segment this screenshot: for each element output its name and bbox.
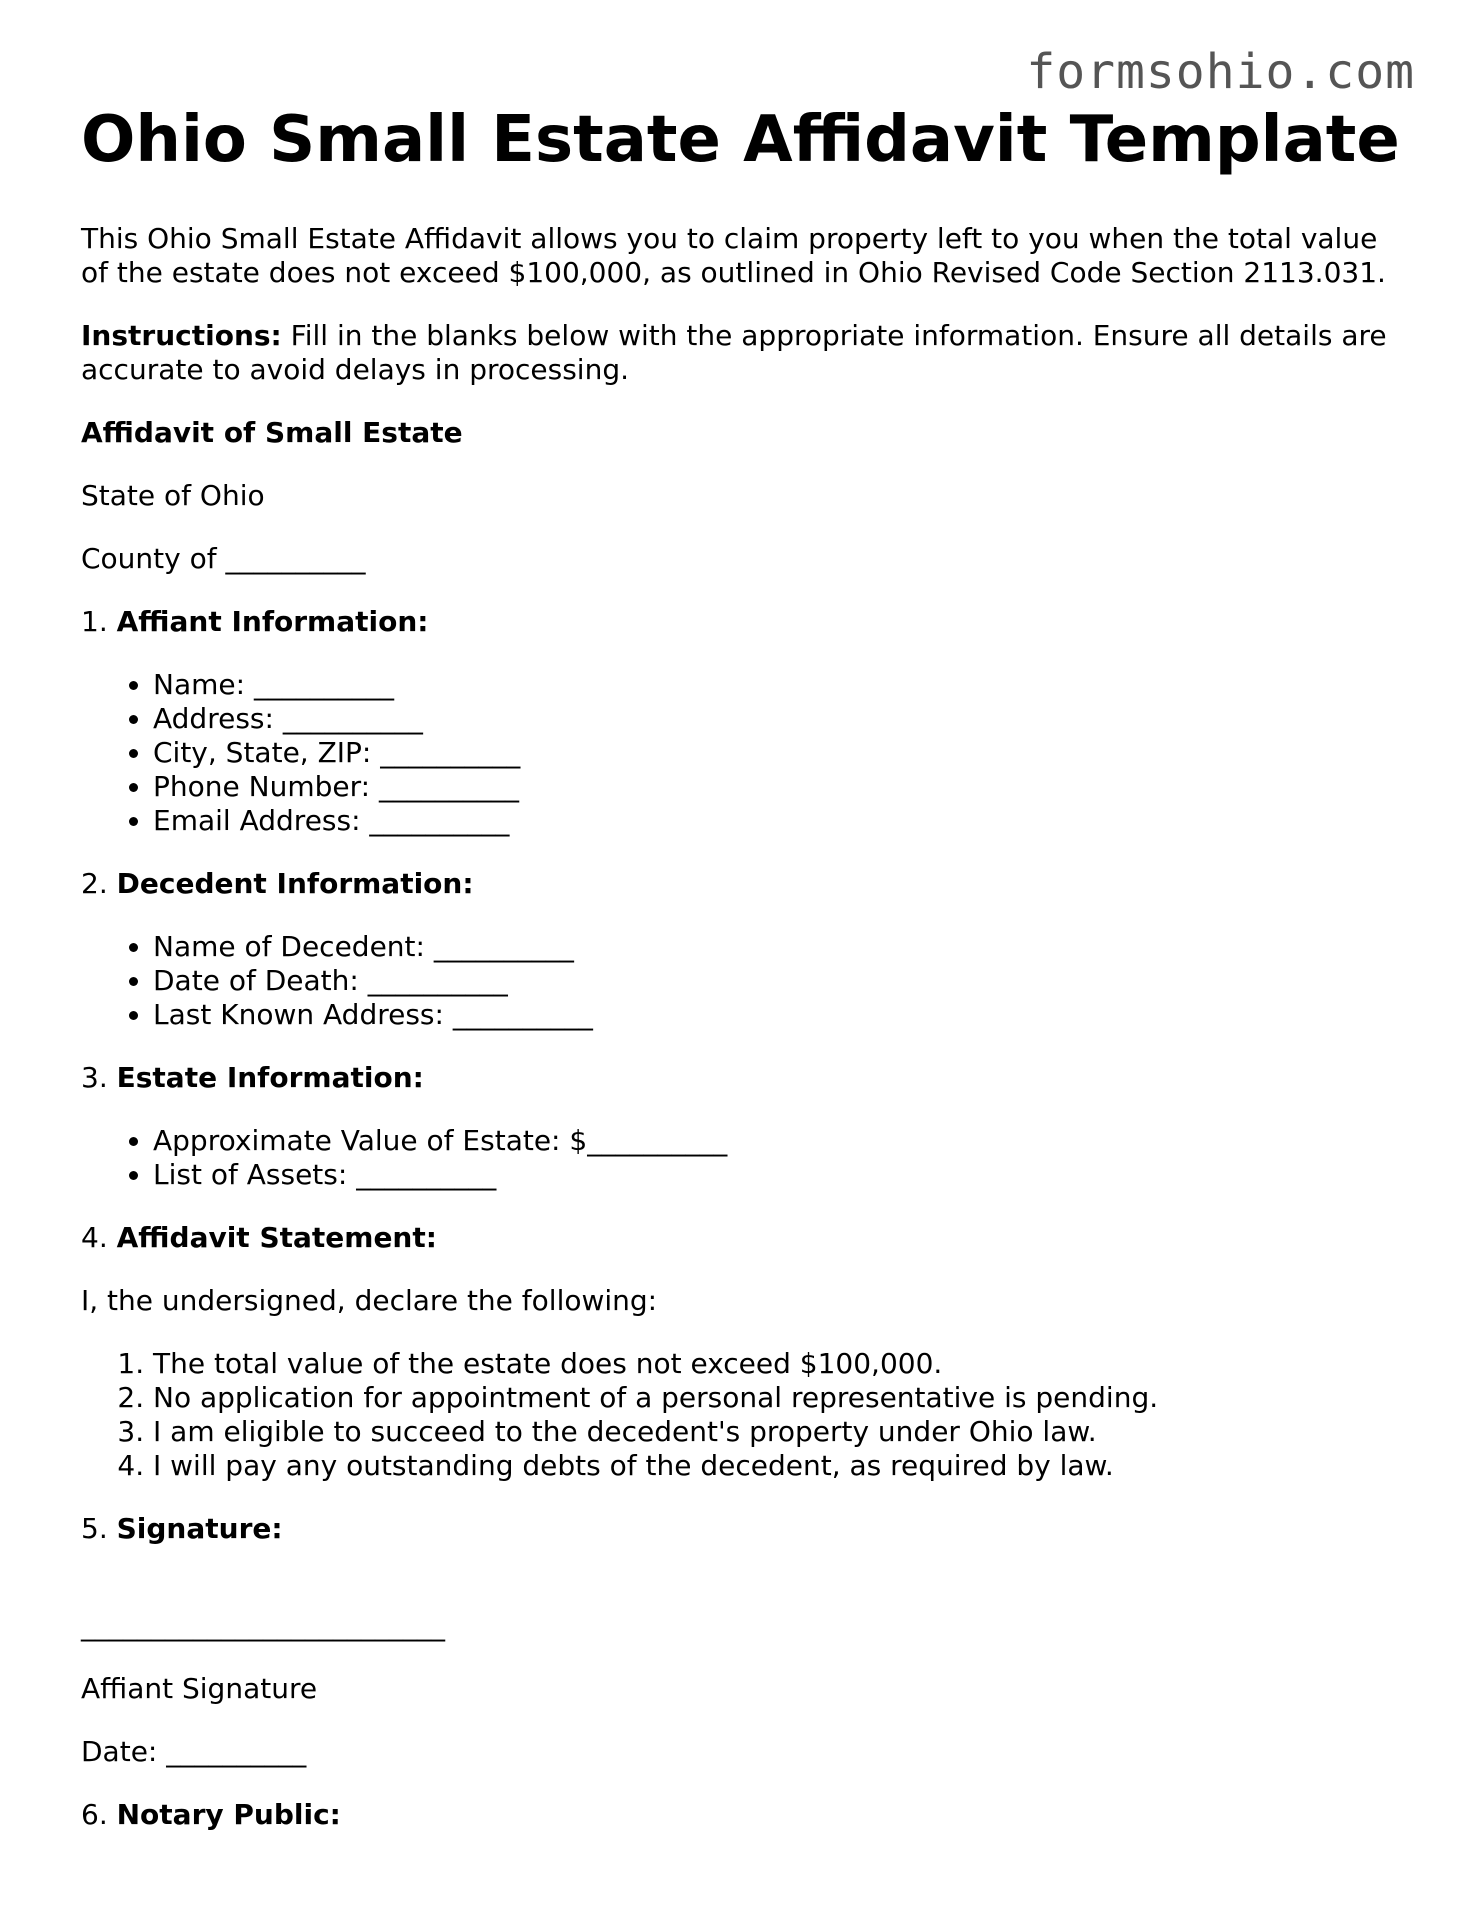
section-number: 3.	[81, 1061, 108, 1094]
list-item: • Phone Number: __________	[153, 770, 1411, 804]
list-item: • Approximate Value of Estate: $__________	[153, 1124, 1411, 1158]
section-number: 6.	[81, 1798, 108, 1831]
section-notary-heading	[81, 1798, 1411, 1832]
list-item: 1. The total value of the estate does not exceed $100,000.	[153, 1347, 1411, 1381]
statement-list	[81, 1347, 1411, 1483]
list-item: 3. I am eligible to succeed to the decedent's property under Ohio law.	[153, 1415, 1411, 1449]
list-item: • Address: __________	[153, 702, 1411, 736]
signature-label: Affiant Signature	[81, 1672, 318, 1705]
statement-lead: I, the undersigned, declare the following:	[81, 1284, 658, 1317]
list-item: • List of Assets: __________	[153, 1158, 1411, 1192]
page-title: Ohio Small Estate Affidavit Template	[81, 103, 1400, 177]
instructions-text: Fill in the blanks below with the appropriate information. Ensure all details are accurate to avoid delays in processing.	[81, 319, 1387, 386]
section-number: 2.	[81, 867, 108, 900]
section-title: Estate Information:	[116, 1061, 424, 1094]
section-affiant-heading	[81, 605, 1411, 639]
estate-fields-list	[81, 1124, 1411, 1192]
affidavit-heading: Affidavit of Small Estate	[81, 416, 463, 449]
section-estate-heading	[81, 1061, 1411, 1095]
list-item: • Name: __________	[153, 668, 1411, 702]
section-title: Affidavit Statement:	[116, 1221, 437, 1254]
section-signature-heading	[81, 1512, 1411, 1546]
section-title: Affiant Information:	[116, 605, 429, 638]
county-line: County of __________	[81, 542, 366, 575]
brand-watermark: formsohio.com	[1026, 44, 1415, 100]
section-title: Signature:	[116, 1512, 283, 1545]
list-item: • Date of Death: __________	[153, 964, 1411, 998]
intro-paragraph: This Ohio Small Estate Affidavit allows you to claim property left to you when the total value of the estate does not exceed $100,000, as outlined in Ohio Revised Code Section 2113.031.	[81, 222, 1386, 289]
list-item: • City, State, ZIP: __________	[153, 736, 1411, 770]
instructions-label: Instructions:	[81, 319, 282, 352]
list-item: 4. I will pay any outstanding debts of the decedent, as required by law.	[153, 1449, 1411, 1483]
section-statement-heading	[81, 1221, 1411, 1255]
list-item: • Email Address: __________	[153, 804, 1411, 838]
affiant-fields-list	[81, 668, 1411, 838]
section-number: 4.	[81, 1221, 108, 1254]
state-line: State of Ohio	[81, 479, 265, 512]
list-item: • Name of Decedent: __________	[153, 930, 1411, 964]
list-item: 2. No application for appointment of a personal representative is pending.	[153, 1381, 1411, 1415]
decedent-fields-list	[81, 930, 1411, 1032]
list-item: • Last Known Address: __________	[153, 998, 1411, 1032]
signature-line: __________________________	[81, 1609, 445, 1642]
section-title: Notary Public:	[116, 1798, 341, 1831]
section-title: Decedent Information:	[116, 867, 474, 900]
document-page	[81, 100, 1411, 1861]
section-number: 5.	[81, 1512, 108, 1545]
section-decedent-heading	[81, 867, 1411, 901]
instructions-paragraph	[81, 319, 1411, 387]
section-number: 1.	[81, 605, 108, 638]
signature-date: Date: __________	[81, 1735, 307, 1768]
